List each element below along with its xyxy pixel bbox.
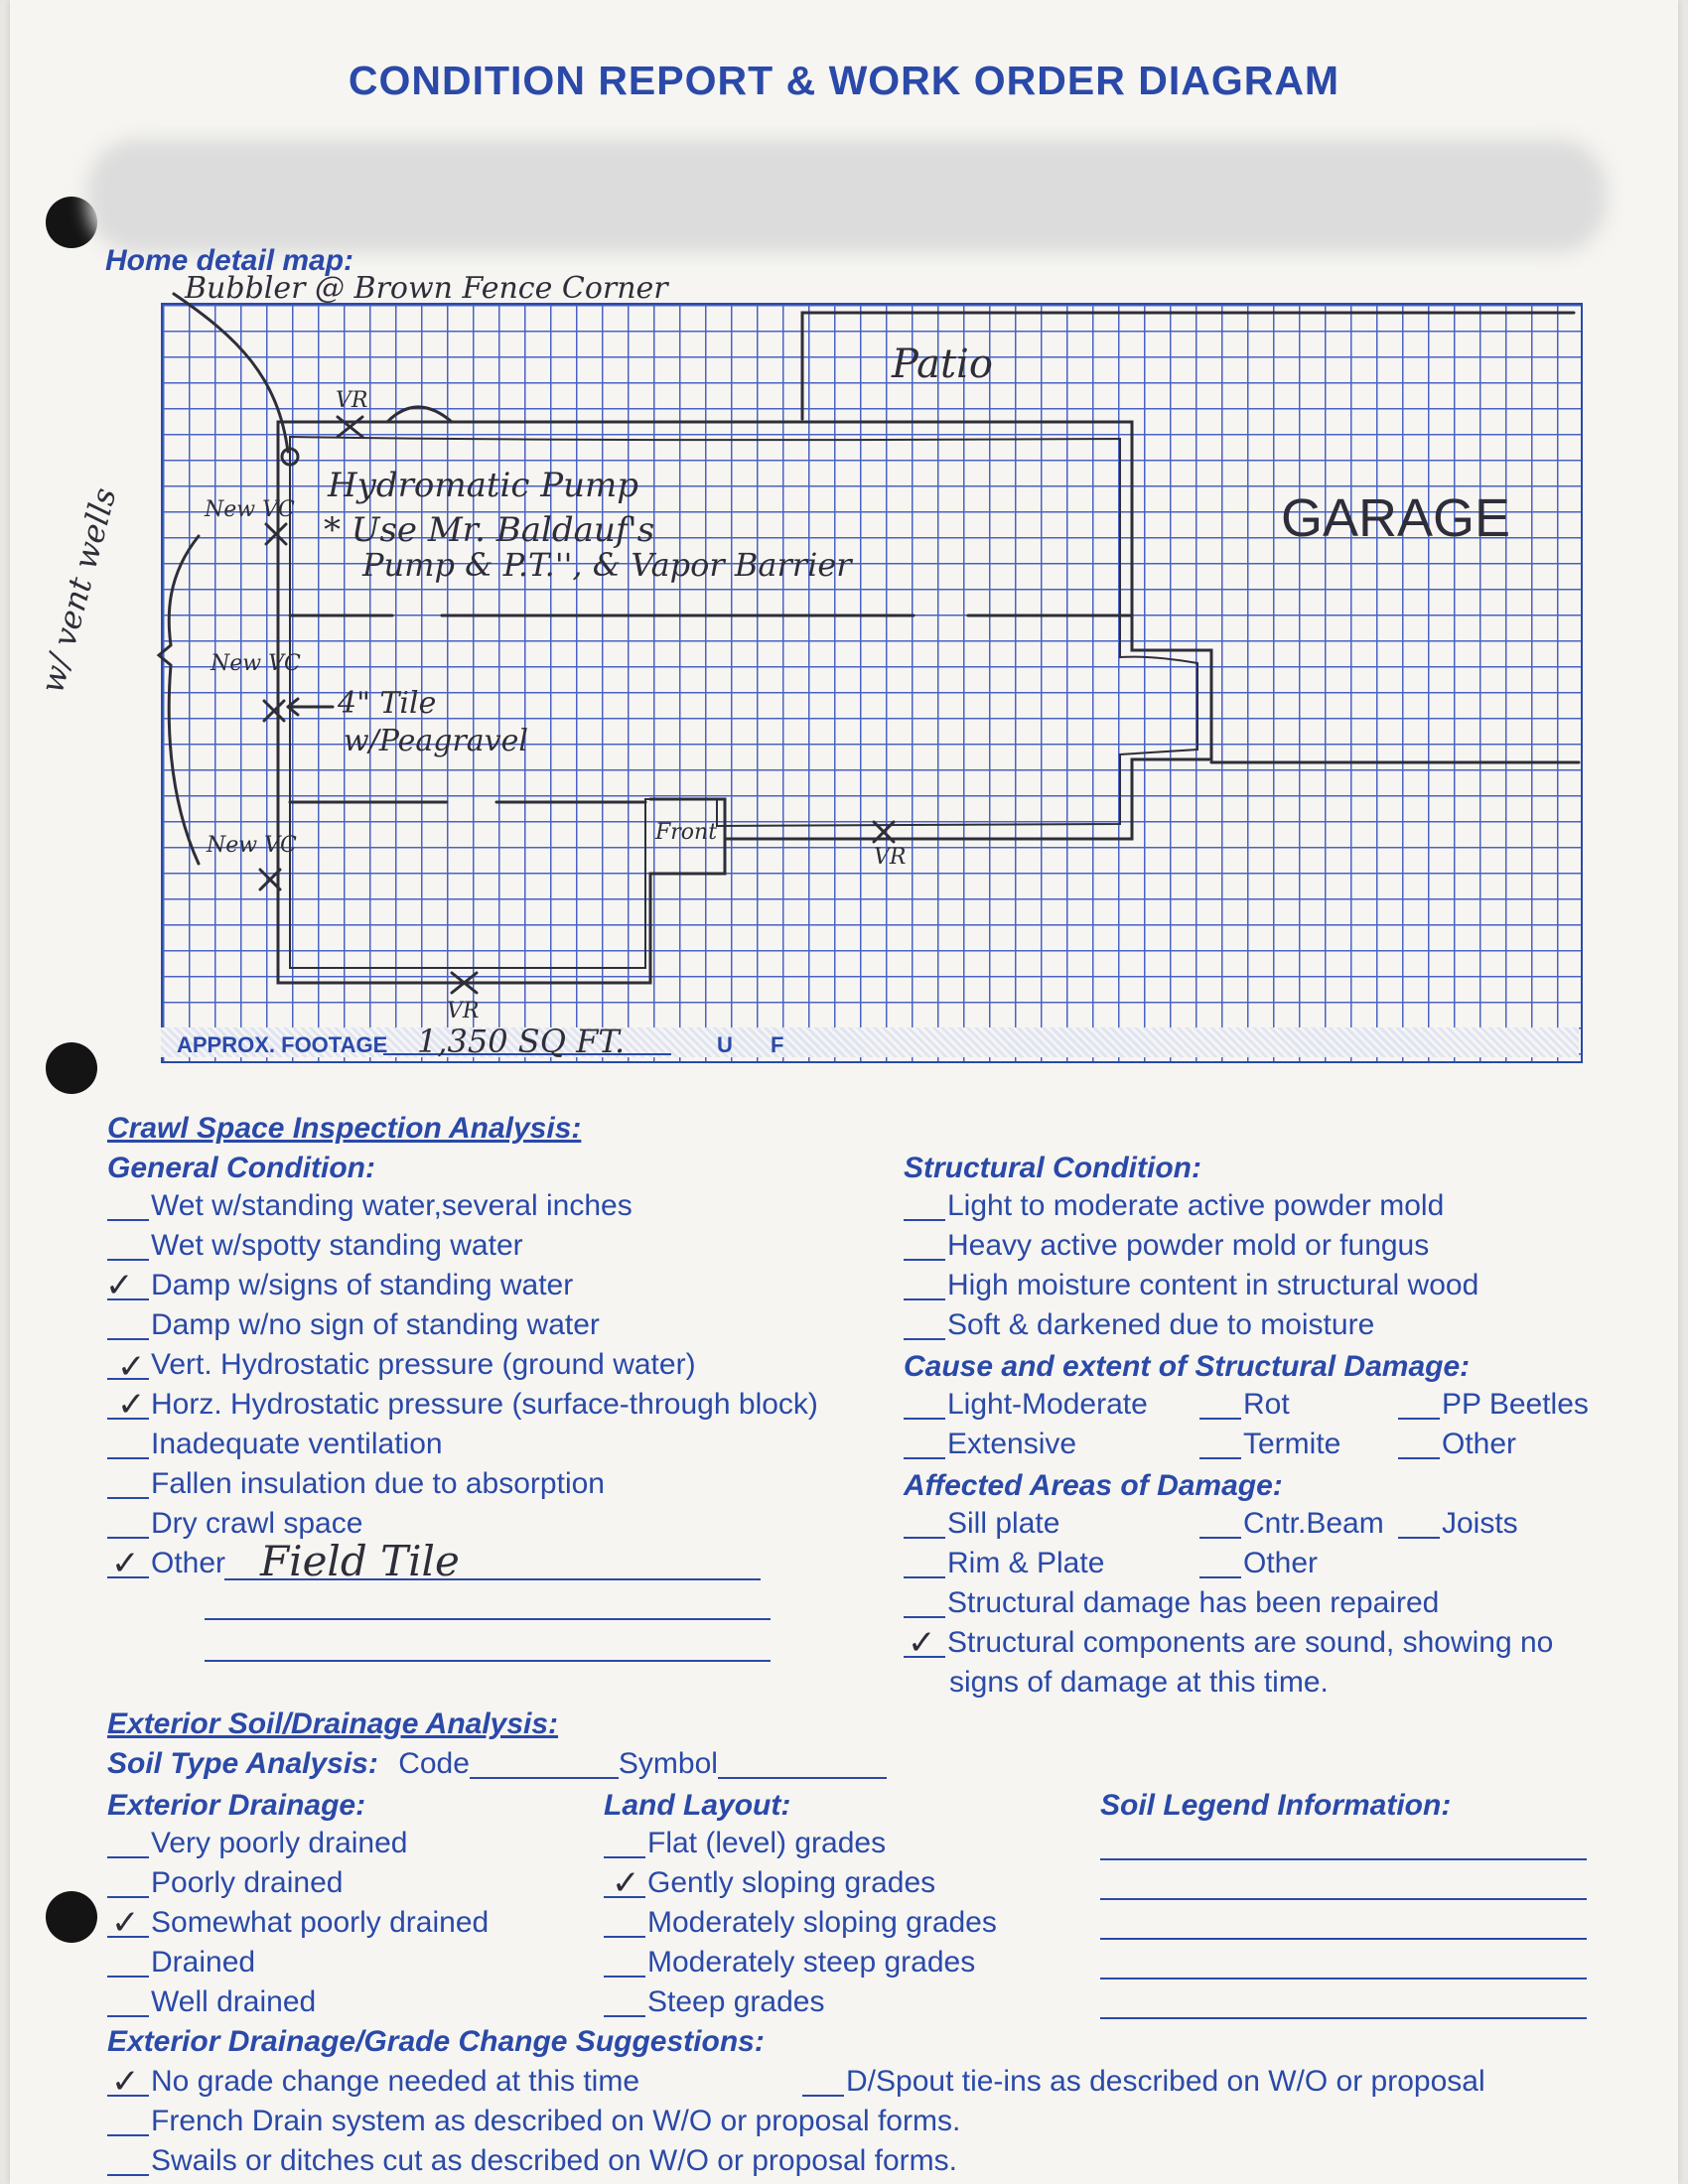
check-structural-sound: ✓ [908, 1623, 936, 1663]
check-somewhat-poorly: ✓ [111, 1903, 140, 1943]
general-item: Damp w/signs of standing water [107, 1271, 573, 1300]
new-vc-1: New VC [205, 497, 295, 522]
footage-unit-f: F [771, 1032, 784, 1057]
land-item: Gently sloping grades [604, 1868, 935, 1898]
vent-wells-note: w/ vent wells [33, 483, 124, 698]
check-vert-hydro: ✓ [117, 1347, 146, 1387]
grade-suggest-heading: Exterior Drainage/Grade Change Suggestions: [107, 2025, 765, 2058]
affected-item: Rim & Plate [904, 1549, 1104, 1578]
cause-item: Other [1398, 1430, 1516, 1459]
structural-item: Soft & darkened due to moisture [904, 1310, 1374, 1340]
affected-heading: Affected Areas of Damage: [904, 1469, 1283, 1502]
legend-line [1100, 1898, 1587, 1900]
general-item: Inadequate ventilation [107, 1430, 443, 1459]
land-item: Flat (level) grades [604, 1829, 886, 1858]
exterior-heading: Exterior Soil/Drainage Analysis: [107, 1707, 559, 1740]
general-item: Wet w/spotty standing water [107, 1231, 523, 1261]
general-item: Damp w/no sign of standing water [107, 1310, 600, 1340]
check-no-grade-change: ✓ [111, 2062, 140, 2102]
structural-heading: Structural Condition: [904, 1152, 1201, 1184]
form-title: CONDITION REPORT & WORK ORDER DIAGRAM [348, 58, 1340, 103]
patio-label: Patio [892, 341, 993, 387]
suggest-item: No grade change needed at this time [107, 2067, 639, 2097]
legend-line [1100, 1978, 1587, 1979]
suggest-item: Swails or ditches cut as described on W/O or proposal forms. [107, 2146, 957, 2176]
crawl-space-heading: Crawl Space Inspection Analysis: [107, 1112, 582, 1145]
tile-note-1: 4" Tile [338, 686, 437, 721]
land-item: Moderately sloping grades [604, 1908, 997, 1938]
cause-heading: Cause and extent of Structural Damage: [904, 1350, 1471, 1383]
suggest-item: French Drain system as described on W/O or proposal forms. [107, 2107, 960, 2136]
cause-item: Extensive [904, 1430, 1076, 1459]
vr-label-front: VR [874, 845, 907, 870]
drainage-item: Well drained [107, 1987, 316, 2017]
footage-unit-u: U [717, 1032, 733, 1057]
cause-item: PP Beetles [1398, 1390, 1589, 1420]
legend-line [1100, 1938, 1587, 1940]
structural-item: High moisture content in structural wood [904, 1271, 1478, 1300]
dspout-item: D/Spout tie-ins as described on W/O or proposal [802, 2067, 1485, 2097]
general-condition-heading: General Condition: [107, 1152, 375, 1184]
affected-item: Other [1199, 1549, 1318, 1578]
structural-item: Heavy active powder mold or fungus [904, 1231, 1429, 1261]
pump-note-1: Hydromatic Pump [328, 466, 639, 505]
legend-line [1100, 2017, 1587, 2019]
check-horz-hydro: ✓ [117, 1385, 146, 1425]
pump-note-2: * Use Mr. Baldauf's [324, 510, 655, 550]
binder-hole-middle [46, 1042, 97, 1094]
sound-item-cont: signs of damage at this time. [949, 1666, 1329, 1699]
binder-hole-bottom [46, 1891, 97, 1943]
drainage-item: Drained [107, 1948, 255, 1978]
land-item: Steep grades [604, 1987, 824, 2017]
cause-item: Termite [1199, 1430, 1340, 1459]
soil-legend-heading: Soil Legend Information: [1100, 1789, 1452, 1822]
general-item: Horz. Hydrostatic pressure (surface-through block) [107, 1390, 818, 1420]
home-detail-map-grid [161, 303, 1583, 1063]
land-item: Moderately steep grades [604, 1948, 975, 1978]
vr-label-top: VR [336, 388, 368, 413]
check-damp-signs: ✓ [105, 1266, 134, 1305]
general-item: Fallen insulation due to absorption [107, 1469, 605, 1499]
other-handwritten: Field Tile [260, 1537, 460, 1585]
general-item: Dry crawl space [107, 1509, 362, 1539]
general-item: Vert. Hydrostatic pressure (ground water) [107, 1350, 696, 1380]
tile-note-2: w/Peagravel [344, 724, 528, 758]
garage-label: GARAGE [1281, 488, 1511, 548]
drainage-item: Poorly drained [107, 1868, 343, 1898]
affected-item: Cntr.Beam [1199, 1509, 1384, 1539]
check-gently-sloping: ✓ [612, 1863, 640, 1903]
affected-item: Joists [1398, 1509, 1518, 1539]
general-item-other: Other [107, 1549, 225, 1578]
repaired-item: Structural damage has been repaired [904, 1588, 1439, 1618]
soil-type-row: Soil Type Analysis: Code Symbol [107, 1749, 887, 1779]
other-line-3 [205, 1660, 771, 1662]
pump-note-3: Pump & P.T.'', & Vapor Barrier [362, 546, 852, 584]
front-label: Front [655, 820, 718, 845]
redacted-customer-info [87, 139, 1607, 253]
drainage-item: Somewhat poorly drained [107, 1908, 489, 1938]
sound-item: Structural components are sound, showing no [904, 1628, 1553, 1658]
drainage-item: Very poorly drained [107, 1829, 408, 1858]
footage-label: APPROX. FOOTAGE [177, 1032, 388, 1057]
new-vc-2: New VC [211, 651, 301, 676]
cause-item: Light-Moderate [904, 1390, 1148, 1420]
drainage-heading: Exterior Drainage: [107, 1789, 366, 1822]
cause-item: Rot [1199, 1390, 1290, 1420]
new-vc-3: New VC [207, 833, 297, 858]
vr-label-bottom: VR [447, 999, 480, 1024]
legend-line [1100, 1858, 1587, 1860]
bubbler-note: Bubbler @ Brown Fence Corner [185, 271, 668, 306]
home-map-heading: Home detail map: [105, 244, 354, 277]
affected-item: Sill plate [904, 1509, 1059, 1539]
footage-value: 1,350 SQ FT. [417, 1023, 626, 1060]
land-layout-heading: Land Layout: [604, 1789, 791, 1822]
other-line-2 [205, 1618, 771, 1620]
general-item: Wet w/standing water,several inches [107, 1191, 633, 1221]
check-other: ✓ [111, 1544, 140, 1583]
structural-item: Light to moderate active powder mold [904, 1191, 1444, 1221]
